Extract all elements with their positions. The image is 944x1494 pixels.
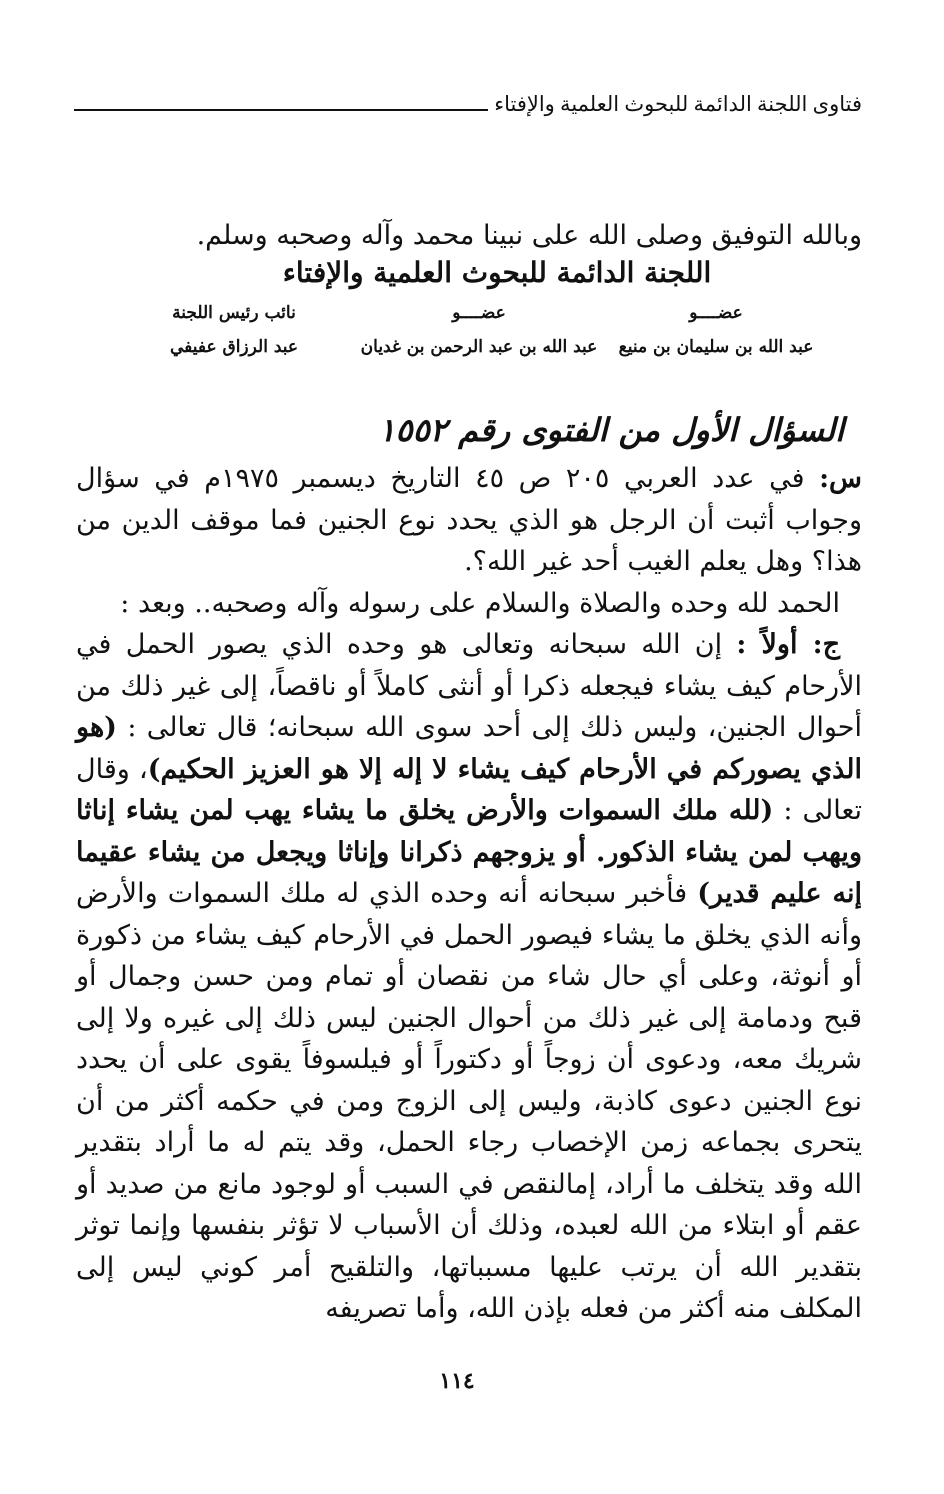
signatory-1	[606, 296, 826, 364]
page-number: ١١٤	[439, 1368, 475, 1394]
signatory-role: عضــــو	[452, 303, 506, 323]
question-text: في عدد العربي ٢٠٥ ص ٤٥ التاريخ ديسمبر ١٩٧٥م في سؤال وجواب أثبت أن الرجل هو الذي يحدد نوع الجنين فما موقف الدين من هذا؟ وهل يعلم الغيب أحد غير الله؟.	[76, 463, 862, 577]
signatory-name: عبد الرزاق عفيفي	[169, 337, 299, 357]
answer-text-1: إن الله سبحانه وتعالى هو وحده الذي يصور الحمل في الأرحام كيف يشاء فيجعله ذكرا أو أنثى كاملاً أو ناقصاً، إلى غير ذلك من أحوال الجنين، وليس ذلك إلى أحد سوى الله سبحانه؛ قال تعالى :	[76, 629, 862, 743]
body-text	[76, 458, 862, 1330]
quran-verse-1: (هو الذي يصوركم في الأرحام كيف يشاء لا إله إلا هو العزيز الحكيم)	[76, 712, 862, 785]
answer-text-3: فأخبر سبحانه أنه وحده الذي له ملك السموات والأرض وأنه الذي يخلق ما يشاء فيصور الحمل في الأرحام كيف يشاء من ذكورة أو أنوثة، وعلى أي حال شاء من نقصان أو تمام ومن حسن وجمال أو قبح ودمامة إلى غير ذلك من أحوال الجنين ليس ذلك إلى غيره ولا إلى شريك معه، ودعوى أن زوجاً أو دكتوراً أو فيلسوفاً يقوى على أن يحدد نوع الجنين دعوى كاذبة، وليس إلى الزوج ومن في حكمه أكثر من أن يتحرى بجماعه زمن الإخصاب رجاء الحمل، وقد يتم له ما أراد بتقدير الله وقد يتخلف ما أراد، إمالنقص في السبب أو لوجود مانع من صديد أو عقم أو ابتلاء من الله لعبده، وذلك أن الأسباب لا تؤثر بنفسها وإنما توثر بتقدير الله أن يرتب عليها مسبباتها، والتلقيح أمر كوني ليس إلى المكلف منه أكثر من فعله بإذن الله، وأما تصريفه	[76, 878, 862, 1324]
question-label: س:	[819, 463, 862, 494]
signatory-role: عضــــو	[689, 303, 743, 323]
signatory-2	[359, 296, 599, 364]
answer-label: ج: أولاً :	[736, 629, 840, 660]
answer-text-2: ، وقال تعالى :	[76, 753, 863, 826]
signatory-name: عبد الله بن عبد الرحمن بن غديان	[360, 337, 598, 357]
quran-verse-2: (لله ملك السموات والأرض يخلق ما يشاء يهب لمن يشاء إناثا ويهب لمن يشاء الذكور. أو يزوجهم ذكرانا وإناثا ويجعل من يشاء عقيما إنه عليم قدير)	[76, 795, 862, 909]
question-title: السؤال الأول من الفتوى رقم ١٥٥٢	[378, 411, 844, 449]
question-paragraph	[76, 458, 862, 583]
header-title: فتاوى اللجنة الدائمة للبحوث العلمية والإفتاء	[494, 92, 862, 116]
committee-name: اللجنة الدائمة للبحوث العلمية والإفتاء	[282, 256, 712, 289]
opening-paragraph: الحمد لله وحده والصلاة والسلام على رسوله وآله وصحبه.. وبعد :	[120, 587, 840, 619]
signatory-name: عبد الله بن سليمان بن منيع	[618, 337, 814, 357]
signatory-3	[164, 296, 304, 364]
signatory-role: نائب رئيس اللجنة	[172, 303, 296, 323]
answer-paragraph	[76, 624, 862, 1330]
header-rule	[74, 109, 488, 111]
running-header	[74, 92, 862, 117]
closing-prayer: وبالله التوفيق وصلى الله على نبينا محمد وآله وصحبه وسلم.	[196, 220, 862, 251]
